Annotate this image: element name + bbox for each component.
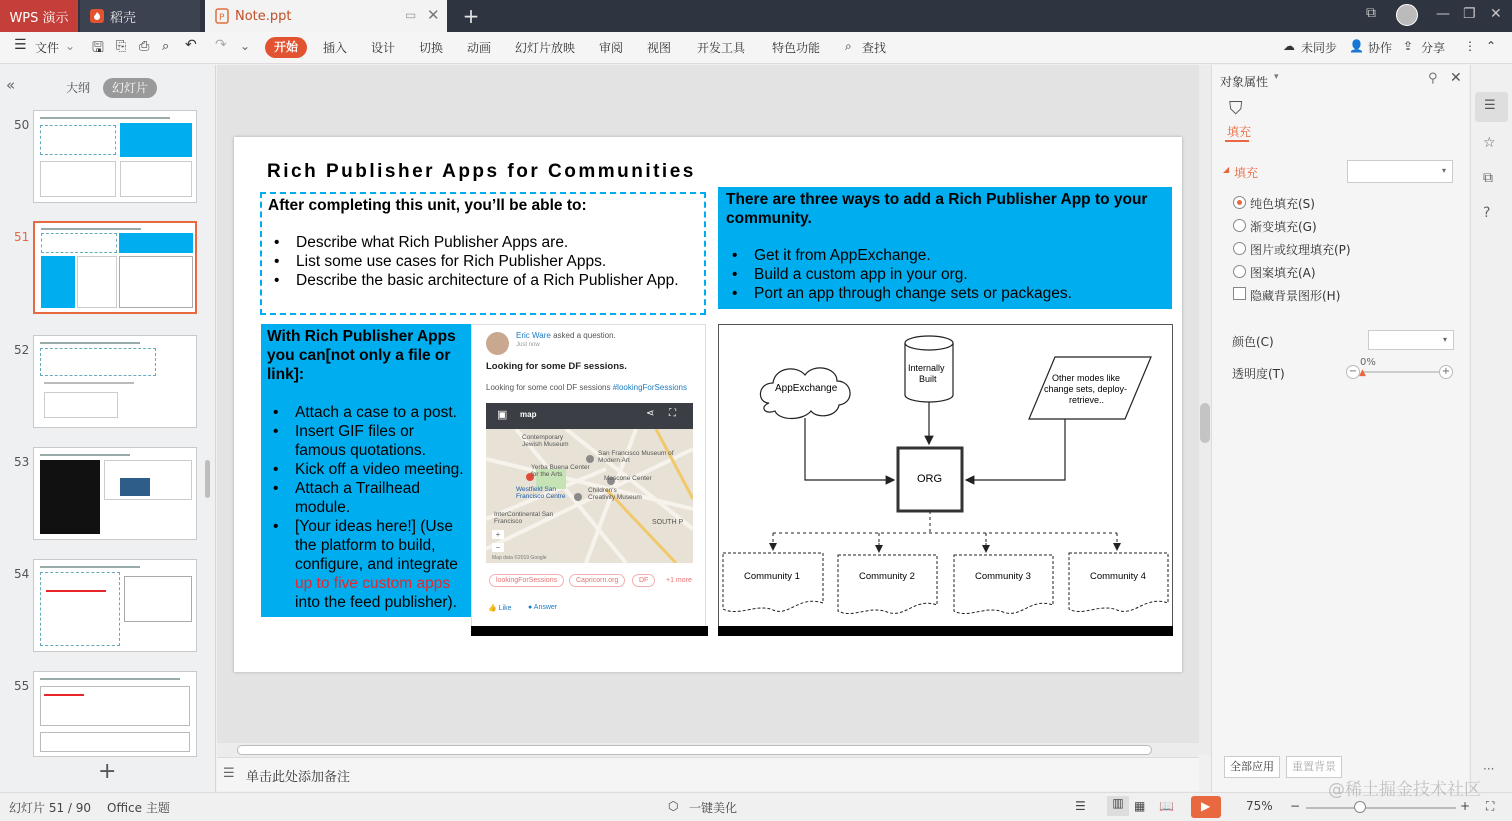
notes-pane[interactable]	[217, 757, 1199, 791]
list-item: • List some use cases for Rich Publisher Apps.	[268, 252, 698, 271]
list-item: • Describe what Rich Publisher Apps are.	[268, 233, 698, 252]
appexchange-label: AppExchange	[775, 383, 838, 394]
list-item: • Port an app through change sets or packages.	[726, 284, 1164, 303]
tab-view[interactable]: 视图	[647, 41, 672, 55]
daoke-icon	[90, 9, 104, 23]
map-place: Contemporary Jewish Museum	[522, 434, 569, 448]
post-body: Looking for some cool DF sessions	[486, 383, 613, 392]
cloud-sync-icon[interactable]: ☁	[1283, 39, 1295, 53]
tab-transition[interactable]: 切换	[419, 41, 444, 55]
map-icon: ▣	[497, 409, 508, 421]
answer-label: Answer	[533, 604, 558, 611]
chevron-down-icon[interactable]: ⌄	[65, 39, 76, 53]
undo-icon[interactable]: ↶	[185, 37, 197, 53]
internal-label: Built	[919, 374, 937, 384]
map-place: San Francisco Museum of Modern Art	[598, 450, 674, 464]
more-icon[interactable]: ⋮	[1464, 39, 1476, 53]
fill-section-heading[interactable]: 填充	[1234, 166, 1259, 180]
tab-close-icon[interactable]: ✕	[427, 6, 440, 24]
tab-fill[interactable]: 填充	[1227, 125, 1252, 139]
radio-pattern-fill[interactable]	[1233, 265, 1246, 278]
option-solid-fill[interactable]: 纯色填充(S)	[1250, 197, 1315, 211]
more-icon[interactable]: ···	[1483, 762, 1495, 776]
share-icon[interactable]: ⇪	[1403, 39, 1414, 53]
slide-thumbnail[interactable]	[33, 559, 197, 652]
use-cases-heading: With Rich Publisher Apps you can[not only a file or link]:	[267, 328, 456, 383]
tab-label: 稻壳	[110, 10, 137, 26]
post-question: Looking for some DF sessions.	[486, 361, 627, 372]
transparency-label: 透明度(T)	[1232, 367, 1285, 381]
thumb-number: 52	[14, 343, 30, 357]
post-action: asked a question.	[553, 331, 616, 340]
topic-tag[interactable]: Capricorn.org	[569, 574, 625, 587]
list-item-text: into the feed publisher).	[295, 594, 457, 611]
map-label: map	[520, 410, 537, 419]
community-label: Community 2	[859, 571, 915, 582]
file-menu[interactable]: 文件	[35, 41, 60, 55]
tab-slides[interactable]: 幻灯片	[103, 78, 157, 98]
collapse-panel-icon[interactable]: «	[6, 76, 16, 94]
close-window-icon[interactable]: ✕	[1490, 6, 1502, 22]
community-label: Community 3	[975, 571, 1031, 582]
map-widget[interactable]	[486, 403, 693, 563]
minimize-icon[interactable]: —	[1436, 6, 1450, 22]
object-properties-panel	[1211, 65, 1469, 792]
slide-thumbnail[interactable]	[33, 447, 197, 540]
normal-view-icon[interactable]: ▥	[1107, 796, 1129, 816]
transparency-slider[interactable]	[1362, 371, 1442, 373]
internal-label: Internally	[908, 363, 945, 373]
use-cases-list	[267, 403, 465, 612]
ways-list	[726, 246, 1164, 303]
tab-underline	[1225, 140, 1249, 142]
fill-type-dropdown[interactable]	[1347, 160, 1453, 183]
tab-note-ppt[interactable]	[205, 0, 447, 32]
paint-bucket-icon[interactable]: ⛉	[1229, 98, 1243, 119]
slide-title[interactable]: Rich Publisher Apps for Communities	[267, 161, 696, 182]
answer-button[interactable]	[528, 604, 557, 611]
zoom-out-icon[interactable]: −	[492, 543, 504, 552]
print-icon[interactable]: ⎙	[139, 39, 150, 54]
horizontal-scrollbar[interactable]	[217, 743, 1199, 757]
other-modes-label: retrieve..	[1069, 395, 1105, 405]
zoom-slider[interactable]	[1306, 807, 1456, 809]
sorter-view-icon[interactable]: ▦	[1134, 799, 1146, 813]
slider-thumb[interactable]: ▲	[1359, 368, 1366, 378]
search-button[interactable]: 查找	[862, 41, 887, 55]
zoom-out-icon[interactable]: −	[1290, 799, 1301, 813]
like-label: Like	[498, 605, 512, 612]
list-item: • Describe the basic architecture of a Rich Publisher App.	[268, 271, 698, 290]
watermark: @稀土掘金技术社区	[1328, 780, 1481, 800]
play-icon: ▶	[1201, 799, 1211, 813]
ppt-file-icon	[215, 8, 229, 24]
help-icon[interactable]: ?	[1483, 205, 1491, 221]
radio-solid-fill[interactable]	[1233, 196, 1246, 209]
post-author: Eric Ware	[516, 331, 551, 340]
chevron-down-icon[interactable]: ▾	[1274, 72, 1279, 82]
search-icon[interactable]: ⌕	[845, 39, 852, 53]
other-modes-label: Other modes like	[1052, 373, 1121, 383]
radio-picture-fill[interactable]	[1233, 242, 1246, 255]
collab-icon[interactable]: 👤	[1349, 39, 1364, 53]
list-item: • Build a custom app in your org.	[726, 265, 1164, 284]
tab-slideshow[interactable]: 幻灯片放映	[515, 41, 576, 55]
notes-placeholder[interactable]: 单击此处添加备注	[246, 770, 351, 785]
map-header	[486, 403, 693, 429]
tab-animation[interactable]: 动画	[467, 41, 492, 55]
svg-text:P: P	[219, 13, 225, 23]
list-item: • Insert GIF files or famous quotations.	[267, 422, 465, 460]
list-item	[267, 517, 465, 612]
internal-db-cylinder	[905, 336, 953, 350]
panel-title[interactable]: 对象属性	[1220, 75, 1269, 89]
post-time: Just now	[516, 342, 540, 348]
beautify-icon[interactable]: ⬡	[668, 799, 679, 813]
notes-toggle-icon[interactable]: ☰	[1075, 799, 1086, 813]
post-hashtag: #lookingForSessions	[612, 383, 687, 392]
reading-view-icon[interactable]: 📖	[1159, 799, 1174, 813]
map-place: SOUTH P	[652, 519, 684, 526]
vertical-scrollbar[interactable]	[1199, 65, 1211, 755]
increase-icon[interactable]: +	[1439, 365, 1453, 379]
add-slide-button[interactable]: +	[98, 759, 117, 784]
star-icon[interactable]: ☆	[1483, 135, 1496, 151]
fit-window-icon[interactable]: ⛶	[1486, 799, 1495, 813]
tab-home[interactable]: 开始	[265, 37, 307, 58]
chevron-down-icon: ▾	[1442, 335, 1447, 344]
zoom-in-icon[interactable]: +	[492, 530, 504, 539]
tab-label: Note.ppt	[235, 8, 292, 24]
community-label: Community 4	[1090, 571, 1146, 582]
slide-counter: 幻灯片 51 / 90	[9, 801, 92, 815]
radio-gradient-fill[interactable]	[1233, 219, 1246, 232]
layout-icon[interactable]: ⧉	[1483, 170, 1493, 186]
hide-bg-label[interactable]: 隐藏背景图形(H)	[1250, 289, 1341, 303]
ways-heading: There are three ways to add a Rich Publisher App to your community.	[726, 191, 1148, 227]
thumb-number: 53	[14, 455, 30, 469]
learning-goals-box[interactable]	[260, 192, 706, 315]
decrease-icon[interactable]: −	[1346, 365, 1360, 379]
export-icon[interactable]: ⎘	[116, 39, 127, 54]
comment-icon: ●	[528, 604, 533, 611]
slide-thumbnail[interactable]	[33, 110, 197, 203]
topic-tag[interactable]: DF	[632, 574, 655, 587]
list-item: • Get it from AppExchange.	[726, 246, 1164, 265]
share-icon[interactable]: ⋖	[646, 408, 655, 419]
more-tags[interactable]: +1 more	[666, 577, 692, 584]
map-place: Children's Creativity Museum	[588, 487, 642, 501]
topic-tag[interactable]: lookingForSessions	[489, 574, 564, 587]
reset-background-button[interactable]: 重置背景	[1286, 756, 1342, 778]
quick-access-more-icon[interactable]: ⌄	[240, 39, 251, 53]
other-modes-label: change sets, deploy-	[1044, 384, 1128, 394]
list-item-text: [Your ideas here!] (Use the platform to build, configure, and integrate	[295, 518, 458, 573]
fullscreen-icon[interactable]: ⛶	[669, 408, 676, 419]
transparency-value: 0%	[1360, 357, 1376, 368]
collapse-ribbon-icon[interactable]: ⌃	[1486, 39, 1497, 53]
new-tab-button[interactable]	[458, 0, 484, 32]
thumb-number: 55	[14, 679, 30, 693]
status-bar	[0, 792, 1512, 821]
pin-icon[interactable]: ⚲	[1428, 71, 1438, 86]
zoom-level[interactable]: 75%	[1246, 799, 1273, 813]
list-item: • Kick off a video meeting.	[267, 460, 465, 479]
preview-icon[interactable]: ⌕	[162, 39, 170, 54]
chevron-down-icon: ▾	[1441, 166, 1446, 175]
avatar	[486, 332, 509, 355]
title-bar	[0, 0, 1512, 32]
map-place: Moscone Center	[604, 475, 652, 482]
feed-post-image[interactable]	[471, 324, 706, 636]
zoom-thumb[interactable]	[1354, 801, 1366, 813]
thumbs-up-icon: 👍	[488, 605, 497, 612]
avatar[interactable]	[1396, 4, 1418, 26]
properties-icon[interactable]: ☰	[1475, 92, 1508, 122]
list-item: • Attach a case to a post.	[267, 403, 465, 422]
option-gradient-fill[interactable]: 渐变填充(G)	[1250, 220, 1317, 234]
map-place: InterContinental San Francisco	[494, 511, 554, 525]
collapse-icon[interactable]: ◢	[1223, 165, 1230, 174]
goals-heading: After completing this unit, you’ll be able to:	[268, 197, 587, 214]
notes-icon: ☰	[223, 766, 235, 781]
slide[interactable]	[234, 137, 1182, 672]
map-place: Westfield San Francisco Centre	[516, 486, 566, 500]
hide-bg-checkbox[interactable]	[1233, 287, 1246, 300]
highlight-text: up to five custom apps	[295, 575, 451, 592]
tab-developer[interactable]: 开发工具	[697, 41, 746, 55]
apply-all-button[interactable]: 全部应用	[1224, 756, 1280, 778]
option-pattern-fill[interactable]: 图案填充(A)	[1250, 266, 1316, 280]
diagram-shapes	[719, 325, 1174, 637]
option-picture-fill[interactable]: 图片或纹理填充(P)	[1250, 243, 1351, 257]
redo-icon[interactable]: ↷	[215, 37, 227, 53]
right-sidebar	[1470, 65, 1512, 792]
window-layout-icon[interactable]: ⧉	[1366, 5, 1376, 21]
save-icon[interactable]: 🖫	[92, 40, 104, 56]
sync-status[interactable]: 未同步	[1301, 41, 1338, 55]
color-dropdown[interactable]	[1368, 330, 1454, 350]
org-label: ORG	[917, 473, 943, 485]
tab-daoke[interactable]	[80, 0, 200, 32]
menu-icon[interactable]: ☰	[14, 37, 27, 53]
three-ways-box[interactable]	[718, 187, 1172, 309]
tab-wps-app[interactable]	[0, 0, 78, 32]
scroll-thumb[interactable]	[1200, 403, 1210, 443]
theme-name[interactable]: Office 主题	[107, 801, 170, 815]
play-slideshow-button[interactable]	[1191, 796, 1221, 818]
slide-thumbnail[interactable]	[33, 671, 197, 757]
thumb-number: 54	[14, 567, 30, 581]
tab-design[interactable]: 设计	[371, 41, 396, 55]
share-button[interactable]: 分享	[1421, 41, 1446, 55]
thumbnail-scrollbar[interactable]	[205, 460, 210, 498]
ribbon-toolbar	[0, 32, 1512, 64]
use-cases-box[interactable]	[261, 324, 471, 617]
image-border-bar	[718, 626, 1173, 636]
list-item: • Attach a Trailhead module.	[267, 479, 465, 517]
tab-pin-icon[interactable]: ▭	[405, 8, 417, 22]
beautify-button[interactable]: 一键美化	[689, 801, 738, 815]
slide-thumbnail-selected[interactable]	[33, 221, 197, 314]
slides-panel	[0, 65, 216, 792]
map-place: Yerba Buena Center for the Arts	[531, 464, 590, 478]
plus-icon: +	[462, 4, 480, 28]
color-label: 颜色(C)	[1232, 335, 1274, 349]
map-attribution: Map data ©2019 Google	[492, 555, 547, 561]
zoom-in-icon[interactable]: +	[1460, 799, 1471, 813]
image-border-bar	[471, 626, 708, 636]
thumb-number: 51	[14, 230, 30, 244]
close-panel-icon[interactable]: ✕	[1450, 70, 1462, 86]
community-label: Community 1	[744, 571, 800, 582]
tab-features[interactable]: 特色功能	[772, 41, 821, 55]
tab-review[interactable]: 审阅	[599, 41, 624, 55]
slide-thumbnail[interactable]	[33, 335, 197, 428]
goals-list	[268, 233, 698, 290]
like-button[interactable]	[488, 604, 512, 612]
architecture-diagram[interactable]	[718, 324, 1173, 636]
collab-button[interactable]: 协作	[1368, 41, 1393, 55]
hscroll-thumb[interactable]	[237, 745, 1152, 755]
thumb-number: 50	[14, 118, 30, 132]
maximize-icon[interactable]: ❐	[1463, 6, 1476, 22]
tab-outline[interactable]: 大纲	[65, 81, 90, 95]
tab-label: WPS 演示	[9, 10, 69, 26]
tab-insert[interactable]: 插入	[323, 41, 348, 55]
